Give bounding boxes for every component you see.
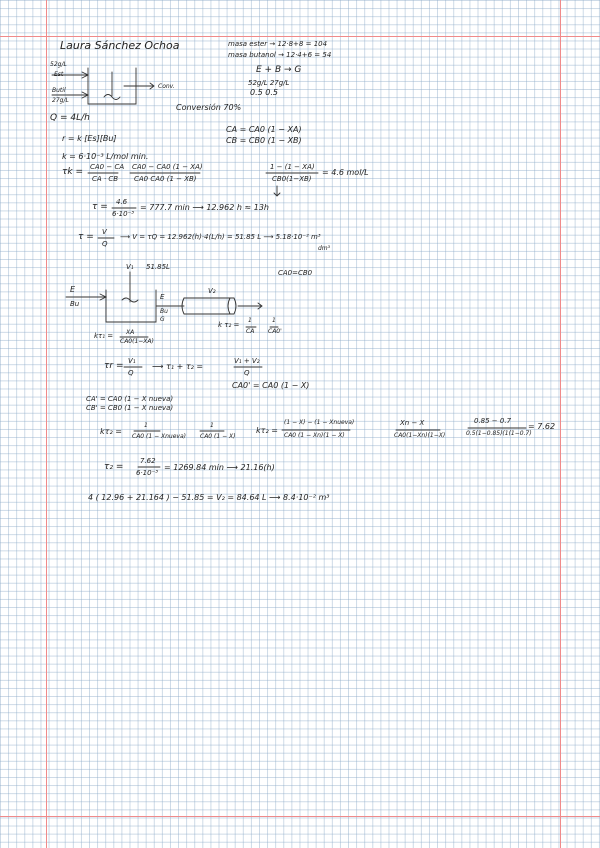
k-tau1: kτ₁ = [94, 332, 114, 340]
reactor-1-outlet [124, 83, 154, 89]
tau-num: 4.6 [116, 198, 128, 206]
outlet-label: Conv. [158, 83, 175, 90]
k-tau1-num: XA [126, 329, 135, 336]
conversion: Conversión 70% [176, 103, 242, 112]
t1-num: 1 [144, 422, 148, 429]
feed2-name: Butil [52, 87, 66, 94]
tau2-result: ⟶ V = τQ = 12.962(h)·4(L/h) = 51.85 L ⟶ 5.18·10⁻² m³ [120, 233, 321, 241]
mass-butanol: masa butanol → 12·4+6 = 54 [228, 51, 332, 59]
final-volume: 4 ( 12.96 + 21.164 ) − 51.85 = V₂ = 84.64 L ⟶ 8.4·10⁻² m³ [88, 493, 330, 502]
feed2-conc: 27g/L [52, 97, 69, 104]
tau-result: = 777.7 min ⟶ 12.962 h ≈ 13h [140, 203, 269, 212]
reactor-1-stirrer [104, 72, 120, 100]
k-tau2-f2-den: CA0' [268, 328, 282, 335]
rate-law: r = k [Es][Bu] [62, 134, 117, 143]
tau-r-den2: Q [244, 369, 250, 377]
t4-num: Xn − X [400, 419, 425, 427]
t2-den: CA0 (1 − X) [200, 433, 236, 440]
feed1-name: Est [54, 71, 64, 78]
tau-r-num2: V₁ + V₂ [234, 357, 260, 365]
k-tau2-result: = 7.62 [528, 422, 556, 431]
bu-in: Bu [70, 300, 80, 308]
t5-num: 0.85 − 0.7 [474, 417, 512, 425]
tau-k-frac1-den: CA · CB [92, 175, 119, 183]
k-tau2-f1-den: CA [246, 328, 255, 335]
tau-k-frac2-den: CA0 CA0 (1 − XB) [134, 175, 197, 183]
k-tau2-f1-num: 1 [248, 317, 252, 324]
tau-lhs: τ = [92, 202, 108, 212]
mass-ester: masa ester → 12·8+8 = 104 [228, 40, 328, 48]
ca0-prime: CA0' = CA0 (1 − X) [232, 381, 310, 390]
tau2-lhs: τ = [78, 232, 94, 242]
feed-concentrations: 52g/L 27g/L [248, 79, 290, 87]
tau2-final-result: = 1269.84 min ⟶ 21.16(h) [164, 463, 275, 472]
tau-k-lhs: τk = [62, 167, 84, 177]
t5-den: 0.5(1−0.85)(1(1−0.7) [466, 430, 532, 437]
feed-ratio: 0.5 0.5 [250, 88, 278, 97]
tau-r-mid: ⟶ τ₁ + τ₂ = [152, 362, 204, 371]
conc-b: CB = CB0 (1 − XB) [226, 136, 302, 145]
ca-prime: CA' = CA0 (1 − X nueva) [86, 395, 174, 403]
tau2-num: V [102, 228, 107, 236]
k-tau-fraction-bars [120, 327, 278, 337]
dm3-note: dm³ [318, 245, 331, 252]
k-tau2-f2-num: 1 [272, 317, 276, 324]
pfr-outlet [238, 303, 262, 309]
v1-label: V₁ [126, 263, 134, 271]
tau-k-frac3-den: CB0(1−XB) [272, 175, 312, 183]
t1-den: CA0 (1 − Xnueva) [132, 433, 186, 440]
tau-k-frac3-num: 1 − (1 − XA) [270, 163, 315, 171]
reaction: E + B → G [256, 65, 302, 75]
down-arrow [274, 186, 280, 196]
lower-fraction-bars [124, 367, 526, 467]
tau-k-result: = 4.6 mol/L [322, 168, 369, 177]
tau-r-lhs: τr = [104, 361, 124, 371]
t3-num: (1 − X) − (1 − Xnueva) [284, 419, 355, 426]
k-value: k = 6·10⁻³ L/mol min. [62, 152, 149, 161]
e-in: E [70, 285, 76, 294]
k-tau2-label: k τ₂ = [218, 321, 240, 329]
feed1-conc: 52g/L [50, 61, 67, 68]
conc-a: CA = CA0 (1 − XA) [226, 125, 302, 134]
bu-out: Bu [160, 308, 168, 315]
flow-rate: Q = 4L/h [50, 113, 90, 123]
tau2-final-den: 6·10⁻³ [136, 469, 159, 477]
tau-r-num: V₁ [128, 357, 136, 365]
g-out: G [160, 316, 165, 323]
ca-equality: CA0=CB0 [278, 269, 313, 277]
cb-prime: CB' = CB0 (1 − X nueva) [86, 404, 174, 412]
e-out: E [160, 293, 165, 301]
k-tau1-den: CA0(1−XA) [120, 338, 154, 345]
k-tau2-lhs: kτ₂ = [100, 427, 122, 436]
author-name: Laura Sánchez Ochoa [60, 39, 180, 52]
t2-num: 1 [210, 422, 214, 429]
tau-r-den: Q [128, 369, 134, 377]
tau2-final-num: 7.62 [140, 457, 156, 465]
tau-k-frac2-num: CA0 − CA0 (1 − XA) [132, 163, 203, 171]
v1-value: 51.85L [146, 263, 170, 271]
reactor-2-outline [106, 290, 156, 322]
v2-label: V₂ [208, 287, 216, 295]
k-tau2-eq: kτ₂ = [256, 426, 278, 435]
tau2-den: Q [102, 240, 108, 248]
reactor-2-stirrer [122, 272, 138, 302]
t3-den: CA0 (1 − Xn)(1 − X) [284, 432, 345, 439]
tau-den: 6·10⁻³ [112, 210, 135, 218]
pfr-tube [182, 298, 236, 314]
tau-k-frac1-num: CA0 − CA [90, 163, 125, 171]
t4-den: CA0(1−Xn)(1−X) [394, 432, 446, 439]
tau2-final-lhs: τ₂ = [104, 462, 124, 472]
